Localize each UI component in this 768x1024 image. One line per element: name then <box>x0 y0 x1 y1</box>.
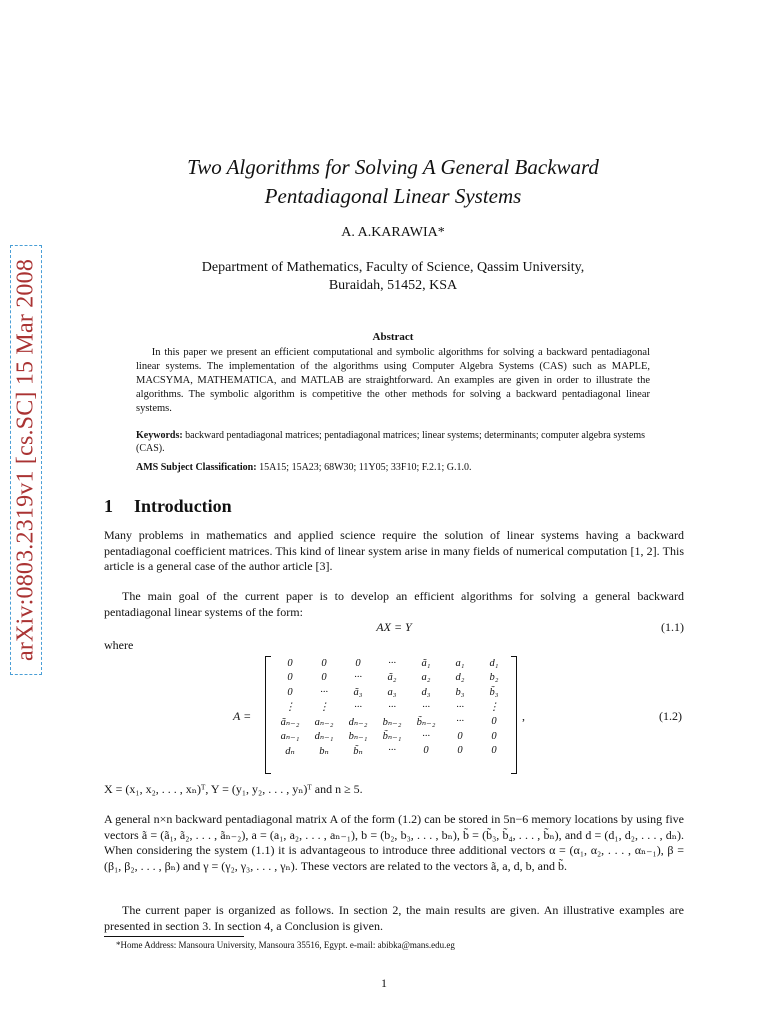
ams-text: 15A15; 15A23; 68W30; 11Y05; 33F10; F.2.1; G.1.0. <box>259 462 472 473</box>
matrix-cell: 0 <box>287 686 293 698</box>
matrix-cell: 0 <box>491 745 497 757</box>
paragraph-2: The main goal of the current paper is to develop an efficient algorithms for solving a general backward pentadiagonal linear systems of the form: <box>104 589 684 619</box>
matrix-cell: ⋮ <box>318 702 330 714</box>
equation-1-1-number: (1.1) <box>661 620 684 634</box>
matrix-cell: d₃ <box>421 686 431 698</box>
author: A. A.KARAWIA* <box>341 225 445 240</box>
matrix-cell: 0 <box>491 716 497 728</box>
matrix-cell: ⋮ <box>488 702 500 714</box>
matrix-cell: a₃ <box>387 686 397 698</box>
keywords-text: backward pentadiagonal matrices; pentadiagonal matrices; linear systems; determinants; computer algebra systems (CAS). <box>136 430 646 454</box>
matrix-cell: 0 <box>287 672 293 684</box>
matrix-label: A = <box>233 709 252 723</box>
matrix-row <box>273 744 511 759</box>
affiliation <box>104 259 682 295</box>
matrix-cell: ··· <box>354 672 362 684</box>
matrix-cell: aₙ₋₁ <box>280 731 300 743</box>
matrix-cell: 0 <box>321 672 327 684</box>
arxiv-stamp <box>10 245 42 675</box>
matrix-cell: b̃ₙ <box>353 745 363 757</box>
keywords-label: Keywords: <box>136 430 183 441</box>
matrix-cell: ã₃ <box>353 686 363 698</box>
paper-title <box>104 153 682 211</box>
ams-label: AMS Subject Classification: <box>136 462 257 473</box>
section-number: 1 <box>104 496 113 516</box>
matrix-cell: ··· <box>456 701 464 713</box>
xy-definition: X = (x₁, x₂, . . . , xₙ)ᵀ, Y = (y₁, y₂, . . . , yₙ)ᵀ and n ≥ 5. <box>104 782 363 796</box>
matrix-cell: 0 <box>321 657 327 669</box>
title-line-1: Two Algorithms for Solving A General Backward <box>187 155 599 179</box>
matrix-cell: ··· <box>388 701 396 713</box>
where-label: where <box>104 638 134 652</box>
matrix-cell: 0 <box>491 730 497 742</box>
matrix-cell: 0 <box>457 730 463 742</box>
equation-1-2-number: (1.2) <box>659 709 682 723</box>
matrix-cell: d₁ <box>489 657 499 669</box>
paragraph-1: Many problems in mathematics and applied science require the solution of linear systems having a backward pentadiagonal coefficient matrices. This kind of linear system arise in many fields of numerical computation [1, 2]. This article is a general case of the author article [3]. <box>104 528 684 573</box>
matrix-cell: 0 <box>423 745 429 757</box>
section-heading <box>104 496 232 517</box>
matrix-row <box>273 700 511 715</box>
arxiv-stamp-text: arXiv:0803.2319v1 [cs.SC] 15 Mar 2008 <box>12 258 39 662</box>
matrix-cell: b₃ <box>455 686 465 698</box>
matrix-cell: dₙ₋₁ <box>314 731 334 743</box>
footnote: *Home Address: Mansoura University, Mansoura 35516, Egypt. e-mail: abibka@mans.edu.eg <box>116 940 455 950</box>
left-bracket <box>265 656 271 774</box>
matrix-cell: aₙ₋₂ <box>314 716 334 728</box>
keywords <box>136 429 650 455</box>
matrix-row <box>273 714 511 729</box>
matrix-cell: ··· <box>388 745 396 757</box>
matrix-cell: ã₂ <box>387 672 397 684</box>
matrix-cell: d₂ <box>455 672 465 684</box>
matrix-cell: ··· <box>354 701 362 713</box>
matrix-cell: ··· <box>388 657 396 669</box>
abstract-body: In this paper we present an efficient computational and symbolic algorithms for solving a backward pentadiagonal linear systems. The implementation of the algorithms using Computer Algebra Systems (CAS) such as MAPLE, MACSYMA, MATHEMATICA, and MATLAB are straightforward. An examples are given in order to illustrate the algorithms. The symbolic algorithm is competitive the other methods for solving a backward pentadiagonal linear systems. <box>136 347 650 414</box>
ams-classification <box>136 462 650 473</box>
pentadiagonal-matrix <box>265 656 517 774</box>
title-line-2: Pentadiagonal Linear Systems <box>264 184 522 208</box>
matrix-cell: b̃₃ <box>489 686 499 698</box>
equation-1-1-body: AX = Y <box>376 620 412 634</box>
paragraph-4: The current paper is organized as follows. In section 2, the main results are given. An illustrative examples are presented in section 3. In section 4, a Conclusion is given. <box>104 903 684 933</box>
matrix-cell: b̃ₙ₋₂ <box>416 716 436 728</box>
matrix-cell: ⋮ <box>284 702 296 714</box>
affiliation-line-2: Buraidah, 51452, KSA <box>328 278 458 293</box>
matrix-row <box>273 685 511 700</box>
matrix-cell: ãₙ₋₂ <box>280 716 300 728</box>
abstract-text <box>136 346 650 416</box>
page-number: 1 <box>381 976 387 990</box>
matrix-cell: bₙ₋₂ <box>382 716 402 728</box>
footnote-rule <box>104 936 244 937</box>
section-title: Introduction <box>134 496 232 516</box>
matrix-cell: bₙ₋₁ <box>348 731 368 743</box>
paragraph-3: A general n×n backward pentadiagonal matrix A of the form (1.2) can be stored in 5n−6 memory locations by using five vectors ã = (ã₁, ã₂, . . . , ãₙ₋₂), a = (a₁, a₂, . . . , aₙ₋₁), b = (b₂, b₃, . . . , bₙ), b̃ = (b̃₃, b̃₄, . . . , b̃ₙ), and d = (d₁, d₂, . . . , dₙ). When considering the system (1.1) it is advantageous to introduce three additional vectors α = (α₁, α₂, . . . , αₙ₋₁), β = (β₁, β₂, . . . , βₙ) and γ = (γ₂, γ₃, . . . , γₙ). These vectors are related to the vectors ã, a, d, b, and b̃. <box>104 812 684 873</box>
matrix-row <box>273 656 511 671</box>
abstract-heading: Abstract <box>372 331 414 343</box>
matrix-table <box>273 656 511 758</box>
matrix-cell: a₁ <box>455 657 465 669</box>
matrix-row <box>273 671 511 686</box>
matrix-cell: ··· <box>456 716 464 728</box>
matrix-cell: b̃ₙ₋₁ <box>382 731 402 743</box>
affiliation-line-1: Department of Mathematics, Faculty of Science, Qassim University, <box>201 260 585 275</box>
matrix-cell: dₙ₋₂ <box>348 716 368 728</box>
matrix-cell: ··· <box>422 701 430 713</box>
matrix-cell: 0 <box>457 745 463 757</box>
matrix-cell: bₙ <box>319 745 329 757</box>
matrix-cell: dₙ <box>285 745 295 757</box>
right-bracket <box>511 656 517 774</box>
matrix-row <box>273 729 511 744</box>
matrix-cell: a₂ <box>421 672 431 684</box>
matrix-cell: b₂ <box>489 672 499 684</box>
matrix-cell: 0 <box>355 657 361 669</box>
matrix-cell: 0 <box>287 657 293 669</box>
matrix-comma: , <box>522 709 525 723</box>
matrix-cell: ··· <box>320 686 328 698</box>
matrix-cell: ··· <box>422 730 430 742</box>
matrix-cell: ã₁ <box>421 657 431 669</box>
